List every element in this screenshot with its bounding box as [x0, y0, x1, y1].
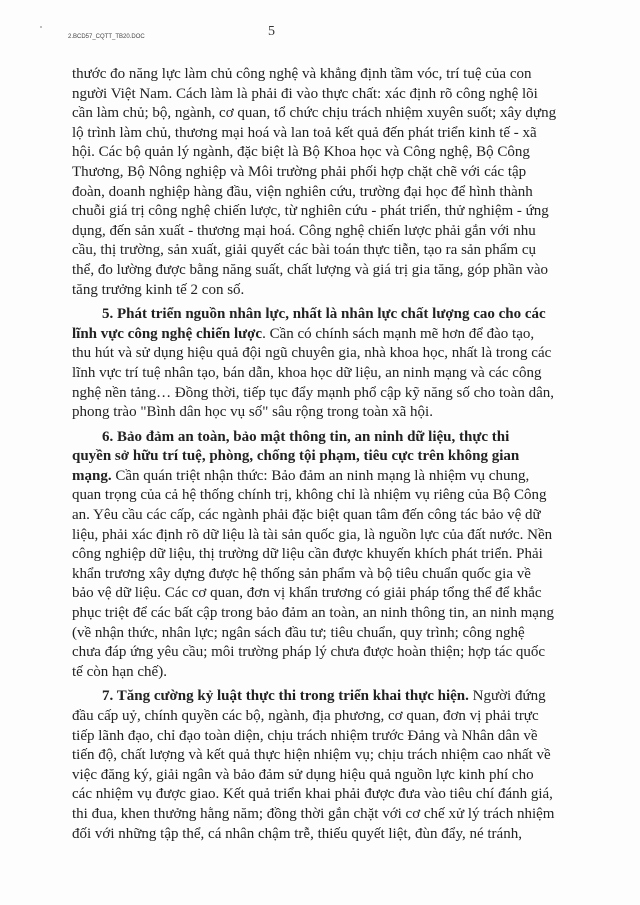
- body-text: Thương, Bộ Nông nghiệp và Môi trường phải phối hợp chặt chẽ với các tập: [72, 163, 527, 180]
- text-line: [72, 506, 541, 526]
- body-text: an. Yêu cầu các cấp, các ngành phải đặc biệt quan tâm đến công tác bảo vệ dữ: [72, 507, 541, 524]
- text-line: [72, 281, 480, 301]
- text-line: [72, 163, 527, 183]
- body-text: phục triệt để các bất cập trong bảo đảm an toàn, an ninh thông tin, an ninh mạng: [72, 605, 554, 622]
- text-line: [72, 663, 480, 683]
- body-text: liệu, phải xác định rõ dữ liệu là tài sản quốc gia, là nguồn lực của đất nước. Nền: [72, 526, 553, 543]
- document-filename: 2.BCD57_CQTT_TB20.DOC: [68, 34, 145, 40]
- body-text: tế còn hạn chế).: [72, 663, 167, 680]
- text-line: [72, 384, 554, 404]
- body-text: tăng trưởng kinh tế 2 con số.: [72, 281, 245, 298]
- body-text: thi đua, khen thưởng hằng năm; đồng thời gắn chặt với cơ chế xử lý trách nhiệm: [72, 805, 555, 822]
- body-text: đối với những tập thể, cá nhân chậm trễ, thiếu quyết liệt, đùn đẩy, né tránh,: [72, 825, 522, 842]
- body-text: tiến độ, chất lượng và kết quả thực hiện nhiệm vụ; chịu trách nhiệm cao nhất về: [72, 747, 551, 764]
- bold-heading-text: 5. Phát triển nguồn nhân lực, nhất là nhân lực chất lượng cao cho các: [102, 306, 546, 323]
- text-line: [72, 825, 522, 845]
- body-text: đoàn, doanh nghiệp hàng đầu, viện nghiên cứu, trường đại học để hình thành: [72, 183, 533, 200]
- text-line: [72, 727, 538, 747]
- body-text: chưa đáp ứng yêu cầu; môi trường pháp lý chưa được hoàn thiện; hợp tác quốc: [72, 644, 546, 661]
- text-line: [72, 344, 552, 364]
- bold-heading-text: 7. Tăng cường kỷ luật thực thi trong triển khai thực hiện.: [102, 688, 469, 705]
- text-line: [72, 447, 520, 467]
- body-text: các nhiệm vụ được giao. Kết quả triển khai phải được đưa vào tiêu chí đánh giá,: [72, 786, 553, 803]
- text-line: [72, 325, 535, 345]
- text-line: [72, 624, 525, 644]
- text-line: [72, 261, 548, 281]
- text-line: [72, 805, 555, 825]
- paragraph: [72, 65, 557, 300]
- text-line: [72, 65, 532, 85]
- body-text: khẩn trương xây dựng được hệ thống sản phẩm và bộ tiêu chuẩn quốc gia về: [72, 565, 531, 582]
- bold-heading-text: 6. Bảo đảm an toàn, bảo mật thông tin, an ninh dữ liệu, thực thi: [102, 428, 510, 445]
- text-line: [72, 526, 553, 546]
- body-text: cầu, thị trường, sản xuất, giải quyết các bài toán thực tiễn, tạo ra sản phẩm cụ: [72, 242, 537, 259]
- bold-heading-text: lĩnh vực công nghệ chiến lược: [72, 325, 263, 342]
- body-text: chuỗi giá trị công nghệ chiến lược, từ nghiên cứu - phát triển, thử nghiệm - ứng: [72, 203, 549, 220]
- paragraph: [72, 305, 554, 423]
- text-line: [72, 746, 551, 766]
- body-text: nghệ nền tảng… Đồng thời, tiếp tục đẩy mạnh phổ cập kỹ năng số cho toàn dân,: [72, 384, 554, 401]
- text-line: [72, 785, 553, 805]
- scan-speck: [40, 26, 42, 28]
- text-line: [72, 565, 531, 585]
- text-line: [72, 687, 546, 707]
- body-text: bảo vệ dữ liệu. Các cơ quan, đơn vị khẩn trương có giải pháp tổng thể để khắc: [72, 585, 542, 602]
- document-body: [72, 65, 557, 844]
- text-line: [72, 85, 538, 105]
- body-text: việc đăng ký, giải ngân và bảo đảm sử dụng hiệu quả nguồn lực kinh phí cho: [72, 766, 534, 783]
- body-text: . Cần có chính sách mạnh mẽ hơn để đào tạo,: [262, 325, 535, 342]
- text-line: [72, 104, 557, 124]
- body-text: thể, đo lường được bằng năng suất, chất lượng và giá trị gia tăng, góp phần vào: [72, 261, 548, 278]
- text-line: [72, 305, 546, 325]
- text-line: [72, 707, 539, 727]
- body-text: công nghiệp dữ liệu, thị trường dữ liệu cần được khuyến khích phát triển. Phải: [72, 546, 543, 563]
- body-text: (về nhận thức, nhân lực; ngân sách đầu tư; tiêu chuẩn, quy trình; công nghệ: [72, 624, 525, 641]
- text-line: [72, 766, 534, 786]
- paragraph: [72, 428, 554, 683]
- text-line: [72, 604, 554, 624]
- body-text: dụng, đến sản xuất - thương mại hoá. Công nghệ chiến lược phải gắn với nhu: [72, 222, 536, 239]
- body-text: lĩnh vực trí tuệ nhân tạo, bán dẫn, khoa học dữ liệu, an ninh mạng và các công: [72, 364, 542, 381]
- bold-heading-text: mạng.: [72, 467, 112, 484]
- text-line: [72, 403, 480, 423]
- page-number: 5: [268, 24, 275, 39]
- body-text: tiếp lãnh đạo, chỉ đạo toàn diện, chịu trách nhiệm trước Đảng và Nhân dân về: [72, 727, 538, 744]
- bold-heading-text: quyền sở hữu trí tuệ, phòng, chống tội phạm, tiêu cực trên không gian: [72, 448, 520, 465]
- text-line: [72, 124, 537, 144]
- text-line: [72, 428, 510, 448]
- body-text: thước đo năng lực làm chủ công nghệ và khẳng định tầm vóc, trí tuệ của con: [72, 66, 532, 82]
- text-line: [72, 183, 533, 203]
- body-text: lộ trình làm chủ, thương mại hoá và lan toả kết quả đến phát triển kinh tế - xã: [72, 124, 537, 141]
- body-text: hội. Các bộ quản lý ngành, đặc biệt là Bộ Khoa học và Công nghệ, Bộ Công: [72, 144, 530, 161]
- body-text: cần làm chủ; bộ, ngành, cơ quan, tổ chức chịu trách nhiệm xuyên suốt; xây dựng: [72, 105, 557, 122]
- text-line: [72, 643, 546, 663]
- text-line: [72, 486, 547, 506]
- text-line: [72, 222, 536, 242]
- paragraph: [72, 687, 555, 844]
- text-line: [72, 202, 549, 222]
- body-text: Người đứng: [468, 688, 546, 705]
- text-line: [72, 584, 542, 604]
- text-line: [72, 241, 537, 261]
- text-line: [72, 143, 530, 163]
- body-text: thu hút và sử dụng hiệu quả đội ngũ chuyên gia, nhà khoa học, nhất là trong các: [72, 345, 552, 362]
- body-text: quan trọng của cả hệ thống chính trị, không chỉ là nhiệm vụ riêng của Bộ Công: [72, 487, 547, 504]
- body-text: phong trào "Bình dân học vụ số" sâu rộng trong toàn xã hội.: [72, 404, 433, 421]
- body-text: người Việt Nam. Cách làm là phải đi vào thực chất: xác định rõ công nghệ lõi: [72, 85, 538, 102]
- text-line: [72, 364, 542, 384]
- body-text: Cần quán triệt nhận thức: Bảo đảm an ninh mạng là nhiệm vụ chung,: [111, 467, 530, 484]
- body-text: đầu cấp uỷ, chính quyền các bộ, ngành, địa phương, cơ quan, đơn vị phải trực: [72, 708, 539, 724]
- text-line: [72, 545, 543, 565]
- text-line: [72, 467, 530, 487]
